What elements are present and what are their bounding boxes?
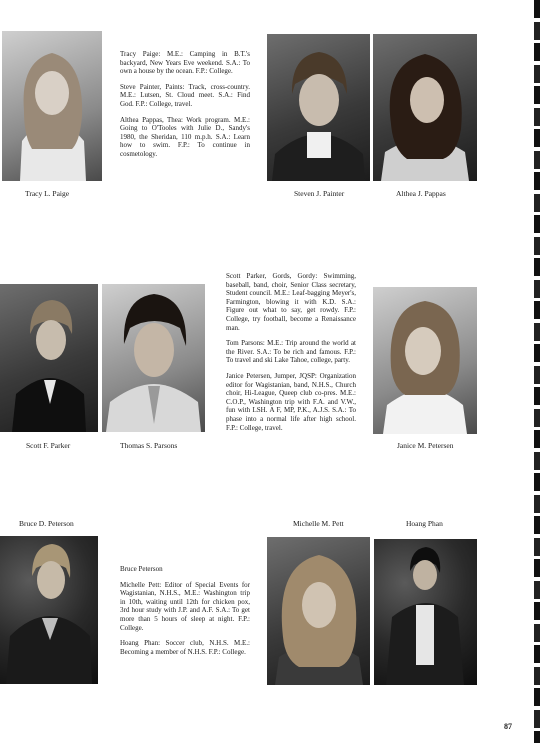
bio-althea-pappas: Althea Pappas, Thea: Work program. M.E.: Going to O'Tooles with Julie D., Sandy's 1980, the Sheridan, 110 m.p.h. S.A.: Learn how to swim. F.P.: To continue in cosmetology. [120,115,250,158]
bio-tom-parsons: Tom Parsons: M.E.: Trip around the world at the River. S.A.: To be rich and famous. F.P.: To travel and ski Lake Tahoe, college, party. [226,339,356,365]
portrait-michelle-pett [267,537,370,685]
portrait-hoang-phan [374,539,477,685]
caption-althea-pappas: Althea J. Pappas [396,189,446,198]
page-edge-strip [534,0,540,743]
portrait-bruce-peterson [0,536,98,684]
bio-janice-petersen: Janice Petersen, Jumper, JQSP: Organization editor for Wagistanian, band, N.H.S., Church choir, Hi-League, Queep club co-pres. M.E.: C.O.P., Washington trip with F.A. and V.W., fun with LSH. A F, MP, P.K., A.J.S. S.A.: To phase into a normal life after high school. F.P.: College, travel. [226,371,356,432]
caption-thomas-parsons: Thomas S. Parsons [120,441,178,450]
page-number: 87 [504,722,512,731]
bio-column-row1 [120,50,250,166]
bio-column-row3 [120,565,250,663]
portrait-janice-petersen [373,287,477,434]
portrait-althea-pappas [373,34,477,181]
caption-bruce-peterson: Bruce D. Peterson [19,519,74,528]
bio-bruce-peterson: Bruce Peterson [120,565,163,573]
bio-hoang-phan: Hoang Phan: Soccer club, N.H.S. M.E.: Becoming a member of N.H.S. F.P.: College. [120,639,250,656]
portrait-scott-parker [0,284,98,432]
bio-column-row2 [226,272,356,439]
bio-steve-painter: Steve Painter, Paints: Track, cross-country. M.E.: Lutsen, St. Cloud meet. S.A.: Find God. F.P.: College, travel. [120,82,250,108]
caption-janice-petersen: Janice M. Petersen [397,441,454,450]
caption-michelle-pett: Michelle M. Pett [293,519,344,528]
portrait-tracy-paige [2,31,102,181]
bio-scott-parker: Scott Parker, Gords, Gordy: Swimming, baseball, band, choir, Senior Class secretary, Student council. M.E.: Leaf-bagging Meyer's, Farmington, blowing it with K.D. S.A.: Figure out what to say, get rowdy. F.P.: College, try football, become a Renaissance man. [226,272,356,332]
caption-hoang-phan: Hoang Phan [406,519,443,528]
bio-michelle-pett: Michelle Pett: Editor of Special Events for Wagistanian, N.H.S., M.E.: Washington trip in 10th, waiting until 12th for chicken pox, 3rd hour study with J.P. and A.F. S.A.: To get more than 5 hours of sleep at night. F.P.: College. [120,580,250,632]
caption-steven-painter: Steven J. Painter [294,189,345,198]
bio-tracy-paige: Tracy Paige: M.E.: Camping in B.T.'s backyard, New Years Eve weekend. S.A.: To own a house by the ocean. F.P.: College. [120,50,250,76]
portrait-thomas-parsons [102,284,205,432]
caption-tracy-paige: Tracy L. Paige [25,189,70,198]
portrait-steven-painter [267,34,370,181]
caption-scott-parker: Scott F. Parker [26,441,71,450]
